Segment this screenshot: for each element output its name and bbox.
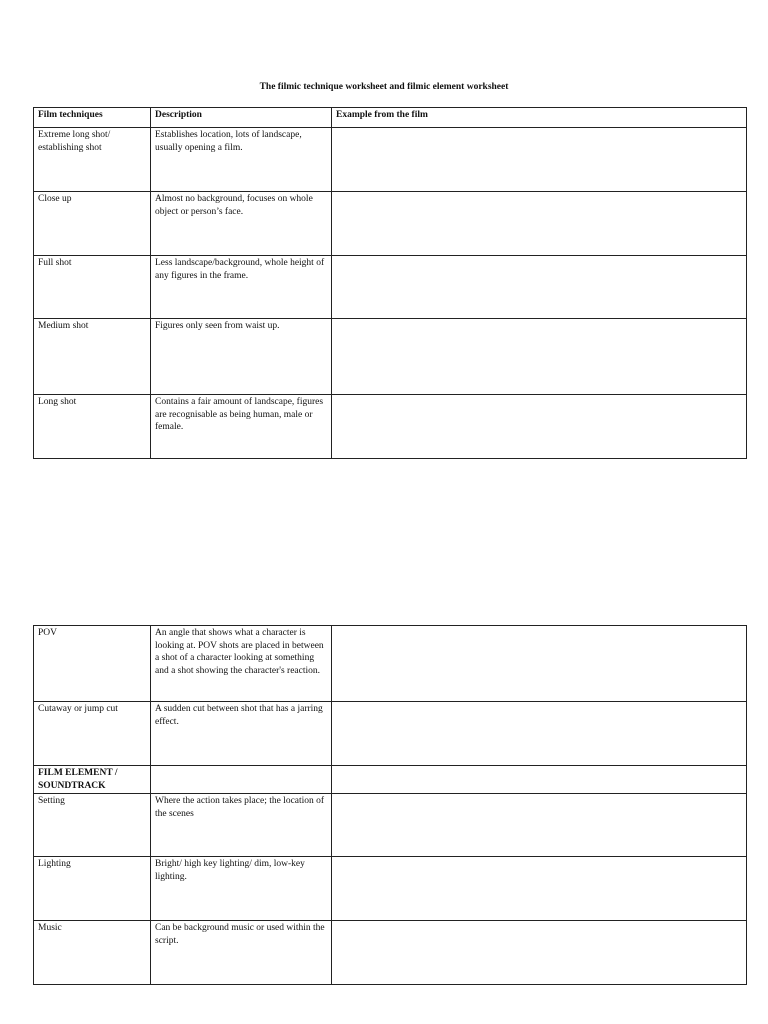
- description-cell: Bright/ high key lighting/ dim, low-key lighting.: [151, 857, 332, 921]
- example-cell[interactable]: [332, 395, 747, 459]
- description-cell: Can be background music or used within the script.: [151, 921, 332, 985]
- table-row: [34, 192, 747, 256]
- table-row: [34, 626, 747, 702]
- technique-cell: POV: [34, 626, 151, 702]
- table-row: [34, 921, 747, 985]
- technique-cell: Close up: [34, 192, 151, 256]
- header-example: Example from the film: [332, 108, 747, 128]
- description-cell: Less landscape/background, whole height of any figures in the frame.: [151, 256, 332, 319]
- technique-cell: Medium shot: [34, 319, 151, 395]
- description-cell: Figures only seen from waist up.: [151, 319, 332, 395]
- table-row: [34, 256, 747, 319]
- technique-cell: Full shot: [34, 256, 151, 319]
- table-row: [34, 395, 747, 459]
- page-title: The filmic technique worksheet and filmic element worksheet: [259, 82, 509, 92]
- table-row: [34, 794, 747, 857]
- element-cell: Setting: [34, 794, 151, 857]
- film-elements-table: [33, 625, 747, 985]
- example-cell[interactable]: [332, 192, 747, 256]
- description-cell: Contains a fair amount of landscape, figures are recognisable as being human, male or female.: [151, 395, 332, 459]
- table-row: [34, 319, 747, 395]
- technique-cell: Long shot: [34, 395, 151, 459]
- element-cell: Lighting: [34, 857, 151, 921]
- technique-cell: Cutaway or jump cut: [34, 702, 151, 766]
- film-techniques-table: [33, 107, 747, 459]
- description-cell: Almost no background, focuses on whole object or person’s face.: [151, 192, 332, 256]
- example-cell[interactable]: [332, 794, 747, 857]
- table-row: [34, 857, 747, 921]
- section-header-film-element: FILM ELEMENT / SOUNDTRACK: [34, 766, 151, 794]
- example-cell[interactable]: [332, 128, 747, 192]
- table-header-row: [34, 108, 747, 128]
- element-cell: Music: [34, 921, 151, 985]
- header-film-techniques: Film techniques: [34, 108, 151, 128]
- example-cell[interactable]: [332, 702, 747, 766]
- example-cell[interactable]: [332, 319, 747, 395]
- section-empty-cell: [332, 766, 747, 794]
- description-cell: An angle that shows what a character is looking at. POV shots are placed in between a shot of a character looking at something and a shot showing the character's reaction.: [151, 626, 332, 702]
- example-cell[interactable]: [332, 626, 747, 702]
- example-cell[interactable]: [332, 921, 747, 985]
- example-cell[interactable]: [332, 857, 747, 921]
- description-cell: Where the action takes place; the location of the scenes: [151, 794, 332, 857]
- section-empty-cell: [151, 766, 332, 794]
- description-cell: A sudden cut between shot that has a jarring effect.: [151, 702, 332, 766]
- section-header-row: [34, 766, 747, 794]
- description-cell: Establishes location, lots of landscape, usually opening a film.: [151, 128, 332, 192]
- table-row: [34, 128, 747, 192]
- header-description: Description: [151, 108, 332, 128]
- example-cell[interactable]: [332, 256, 747, 319]
- table-row: [34, 702, 747, 766]
- technique-cell: Extreme long shot/ establishing shot: [34, 128, 151, 192]
